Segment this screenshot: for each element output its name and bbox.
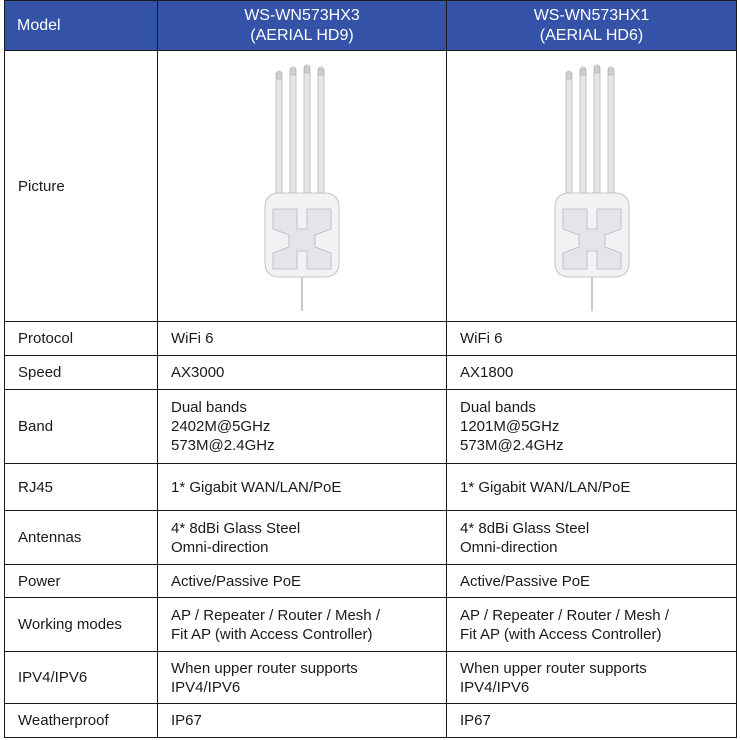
value-line: IP67 [171,712,202,729]
value-line: Dual bands [460,399,536,416]
value-line: AP / Repeater / Router / Mesh / [171,606,380,624]
value-line: IPV4/IPV6 [171,678,241,696]
value-line: IP67 [460,712,491,729]
spec-table [4,0,737,738]
row-value-2 [447,356,737,390]
value-line: IPV4/IPV6 [460,678,530,696]
row-value-1 [158,390,447,464]
row-label: Weatherproof [5,704,158,738]
value-line: WiFi 6 [460,330,503,347]
value-line: 573M@2.4GHz [460,437,564,454]
value-line: 1201M@5GHz [460,418,560,435]
table-row [5,704,737,738]
access-point-icon [547,59,637,314]
picture-row [5,51,737,322]
product-picture-2 [447,51,737,322]
value-line: AP / Repeater / Router / Mesh / [460,606,669,624]
value-line: 1* Gigabit WAN/LAN/PoE [460,478,631,496]
product-name: WS-WN573HX1 [533,6,650,24]
row-value-1 [158,464,447,511]
product-picture-1 [158,51,447,322]
value-line: 2402M@5GHz [171,418,271,435]
row-value-2 [447,652,737,704]
row-value-2 [447,464,737,511]
product-sub: (AERIAL HD9) [250,26,354,44]
product-name: WS-WN573HX3 [244,6,360,24]
value-line: AX1800 [460,364,514,381]
table-row [5,598,737,652]
table-row [5,652,737,704]
row-value-1 [158,565,447,598]
value-line: 4* 8dBi Glass Steel [171,519,301,537]
value-line: When upper router supports [171,659,358,677]
row-label: RJ45 [5,464,158,511]
value-line: 573M@2.4GHz [171,437,275,454]
value-line: WiFi 6 [171,330,214,347]
row-value-2 [447,322,737,356]
row-label: Power [5,565,158,598]
value-line: Fit AP (with Access Controller) [171,625,373,643]
table-row [5,565,737,598]
value-line: Fit AP (with Access Controller) [460,625,662,643]
row-value-1 [158,704,447,738]
row-value-1 [158,511,447,565]
value-line: Active/Passive PoE [171,572,302,590]
table-row [5,322,737,356]
product-header-2 [447,1,737,51]
value-line: Omni-direction [460,538,558,556]
access-point-icon [257,59,347,314]
row-value-2 [447,390,737,464]
model-header: Model [5,1,158,51]
value-line: 1* Gigabit WAN/LAN/PoE [171,478,342,496]
row-label: Working modes [5,598,158,652]
row-label: Protocol [5,322,158,356]
row-value-1 [158,652,447,704]
row-label: Speed [5,356,158,390]
value-line: Omni-direction [171,538,269,556]
table-row [5,356,737,390]
row-value-2 [447,704,737,738]
row-value-2 [447,511,737,565]
row-value-1 [158,322,447,356]
value-line: 4* 8dBi Glass Steel [460,519,590,537]
value-line: When upper router supports [460,659,647,677]
table-row [5,464,737,511]
table-row [5,390,737,464]
row-value-2 [447,598,737,652]
value-line: Active/Passive PoE [460,572,591,590]
picture-label: Picture [5,51,158,322]
row-value-1 [158,598,447,652]
value-line: Dual bands [171,399,247,416]
row-value-2 [447,565,737,598]
row-label: Antennas [5,511,158,565]
value-line: AX3000 [171,364,225,381]
product-sub: (AERIAL HD6) [539,26,644,44]
row-label: IPV4/IPV6 [5,652,158,704]
row-label: Band [5,390,158,464]
row-value-1 [158,356,447,390]
table-row [5,511,737,565]
header-row [5,1,737,51]
product-header-1 [158,1,447,51]
